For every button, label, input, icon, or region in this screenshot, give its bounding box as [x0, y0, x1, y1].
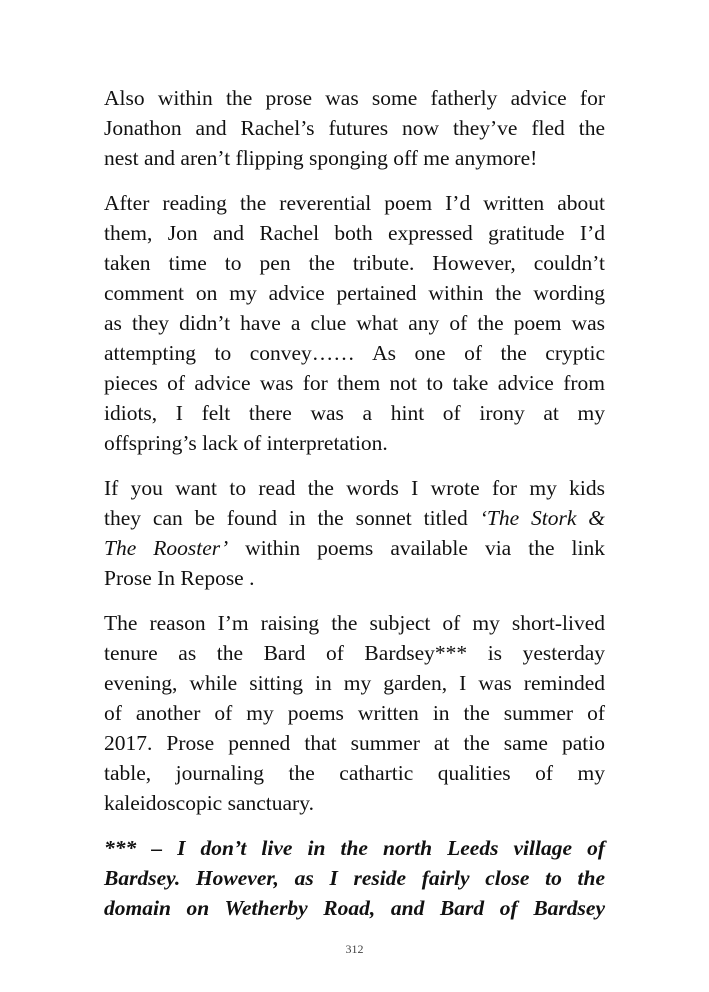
paragraph-sonnet-reference — [104, 473, 605, 593]
text-line: pieces of advice was for them not to take advice from — [104, 371, 605, 395]
paragraph-bard-of-bardsey — [104, 608, 605, 818]
text-line: *** – I don’t live in the north Leeds village of — [104, 836, 605, 860]
text-line — [104, 533, 605, 563]
page-body — [104, 83, 605, 938]
text-line: comment on my advice pertained within the wording — [104, 281, 605, 305]
text-line: If you want to read the words I wrote for my kids — [104, 476, 605, 500]
text-line: attempting to convey…… As one of the cryptic — [104, 341, 605, 365]
page-number: 312 — [345, 942, 364, 956]
text-line: them, Jon and Rachel both expressed gratitude I’d — [104, 221, 605, 245]
sonnet-title-part-2: The Rooster’ — [104, 536, 229, 560]
text-line: domain on Wetherby Road, and Bard of Bardsey — [104, 896, 605, 920]
sonnet-title-part-1: ‘The Stork & — [479, 506, 605, 530]
text-line: The reason I’m raising the subject of my short-lived — [104, 611, 605, 635]
paragraph-reverential-poem — [104, 188, 605, 458]
text-fragment: within poems available via the link — [228, 536, 606, 560]
footnote — [104, 833, 605, 923]
paragraph-fatherly-advice — [104, 83, 605, 173]
text-line: evening, while sitting in my garden, I was reminded — [104, 671, 605, 695]
text-line: taken time to pen the tribute. However, couldn’t — [104, 251, 605, 275]
text-line: After reading the reverential poem I’d written about — [104, 191, 605, 215]
text-line: 2017. Prose penned that summer at the same patio — [104, 731, 605, 755]
text-line — [104, 503, 605, 533]
text-line: tenure as the Bard of Bardsey*** is yesterday — [104, 641, 605, 665]
text-line: nest and aren’t flipping sponging off me anymore! — [104, 146, 538, 170]
text-line: Bardsey. However, as I reside fairly close to the — [104, 866, 605, 890]
text-line: as they didn’t have a clue what any of the poem was — [104, 311, 605, 335]
text-line: idiots, I felt there was a hint of irony at my — [104, 401, 605, 425]
text-line: Also within the prose was some fatherly advice for — [104, 86, 605, 110]
text-line: kaleidoscopic sanctuary. — [104, 791, 314, 815]
prose-in-repose-link[interactable]: Prose In Repose . — [104, 566, 255, 590]
text-line: Jonathon and Rachel’s futures now they’ve fled the — [104, 116, 605, 140]
text-line: table, journaling the cathartic qualities of my — [104, 761, 605, 785]
text-line: offspring’s lack of interpretation. — [104, 431, 388, 455]
text-line: of another of my poems written in the summer of — [104, 701, 605, 725]
text-fragment: they can be found in the sonnet titled — [104, 506, 480, 530]
